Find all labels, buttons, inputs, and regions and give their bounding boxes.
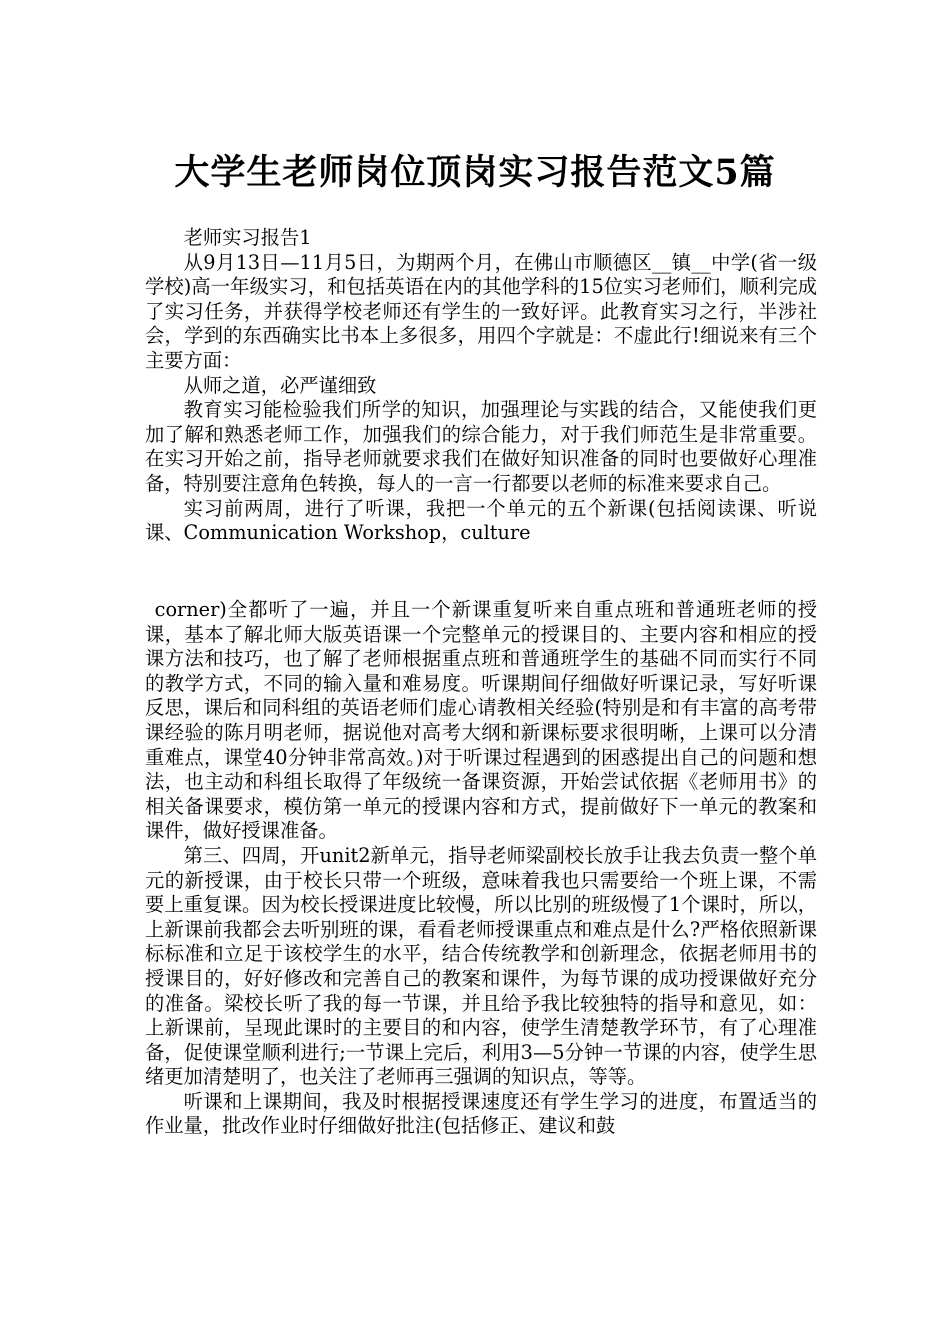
text-block-upper: [145, 226, 817, 546]
section-subheading: 从师之道，必严谨细致: [183, 373, 377, 397]
document-title: 大学生老师岗位顶岗实习报告范文5篇: [174, 152, 776, 194]
text-block-lower: [145, 598, 817, 1139]
paragraph-observation-continued: corner)全都听了一遍，并且一个新课重复听来自重点班和普通班老师的授课，基本了解北师大版英语课一个完整单元的授课目的、主要内容和相应的授课方法和技巧，也了解了老师根据重点班和普通班学生的基础不同而实行不同的教学方式，不同的输入量和难易度。听课期间仔细做好听课记录，写好听课反思，课后和同科组的英语老师们虚心请教相关经验(特别是和有丰富的高考带课经验的陈月明老师，据说他对高考大纲和新课标要求很明晰，上课可以分清重难点，课堂40分钟非常高效。)对于听课过程遇到的困惑提出自己的问题和想法，也主动和科组长取得了年级统一备课资源，开始尝试依据《老师用书》的相关备课要求，模仿第一单元的授课内容和方式，提前做好下一单元的教案和课件，做好授课准备。: [145, 598, 817, 843]
paragraph-preparation: 教育实习能检验我们所学的知识，加强理论与实践的结合，又能使我们更加了解和熟悉老师工作，加强我们的综合能力，对于我们师范生是非常重要。在实习开始之前，指导老师就要求我们在做好知识准备的同时也要做好心理准备，特别要注意角色转换，每人的一言一行都要以老师的标准来要求自己。: [145, 398, 817, 495]
paragraph-intro: 从9月13日—11月5日，为期两个月，在佛山市顺德区__镇__中学(省一级学校)高一年级实习，和包括英语在内的其他学科的15位实习老师们，顺利完成了实习任务，并获得学校老师还有学生的一致好评。此教育实习之行，半涉社会，学到的东西确实比书本上多很多，用四个字就是：不虚此行!细说来有三个主要方面：: [145, 250, 817, 372]
paragraph-teaching-weeks: 第三、四周，开unit2新单元，指导老师梁副校长放手让我去负责一整个单元的新授课，由于校长只带一个班级，意味着我也只需要给一个班上课，不需要上重复课。因为校长授课进度比较慢，所以比别的班级慢了1个课时，所以，上新课前我都会去听别班的课，看看老师授课重点和难点是什么?严格依照新课标标准和立足于该校学生的水平，结合传统教学和创新理念，依据老师用书的授课目的，好好修改和完善自己的教案和课件，为每节课的成功授课做好充分的准备。梁校长听了我的每一节课，并且给予我比较独特的指导和意见，如：上新课前，呈现此课时的主要目的和内容，使学生清楚教学环节，有了心理准备，促使课堂顺利进行;一节课上完后，利用3—5分钟一节课的内容，使学生思绪更加清楚明了，也关注了老师再三强调的知识点，等等。: [145, 843, 817, 1089]
report-heading: 老师实习报告1: [183, 226, 312, 249]
paragraph-homework: 听课和上课期间，我及时根据授课速度还有学生学习的进度，布置适当的作业量，批改作业时仔细做好批注(包括修正、建议和鼓: [145, 1089, 817, 1138]
paragraph-observation-start: 实习前两周，进行了听课，我把一个单元的五个新课(包括阅读课、听说课、Communication Workshop，culture: [145, 496, 817, 545]
